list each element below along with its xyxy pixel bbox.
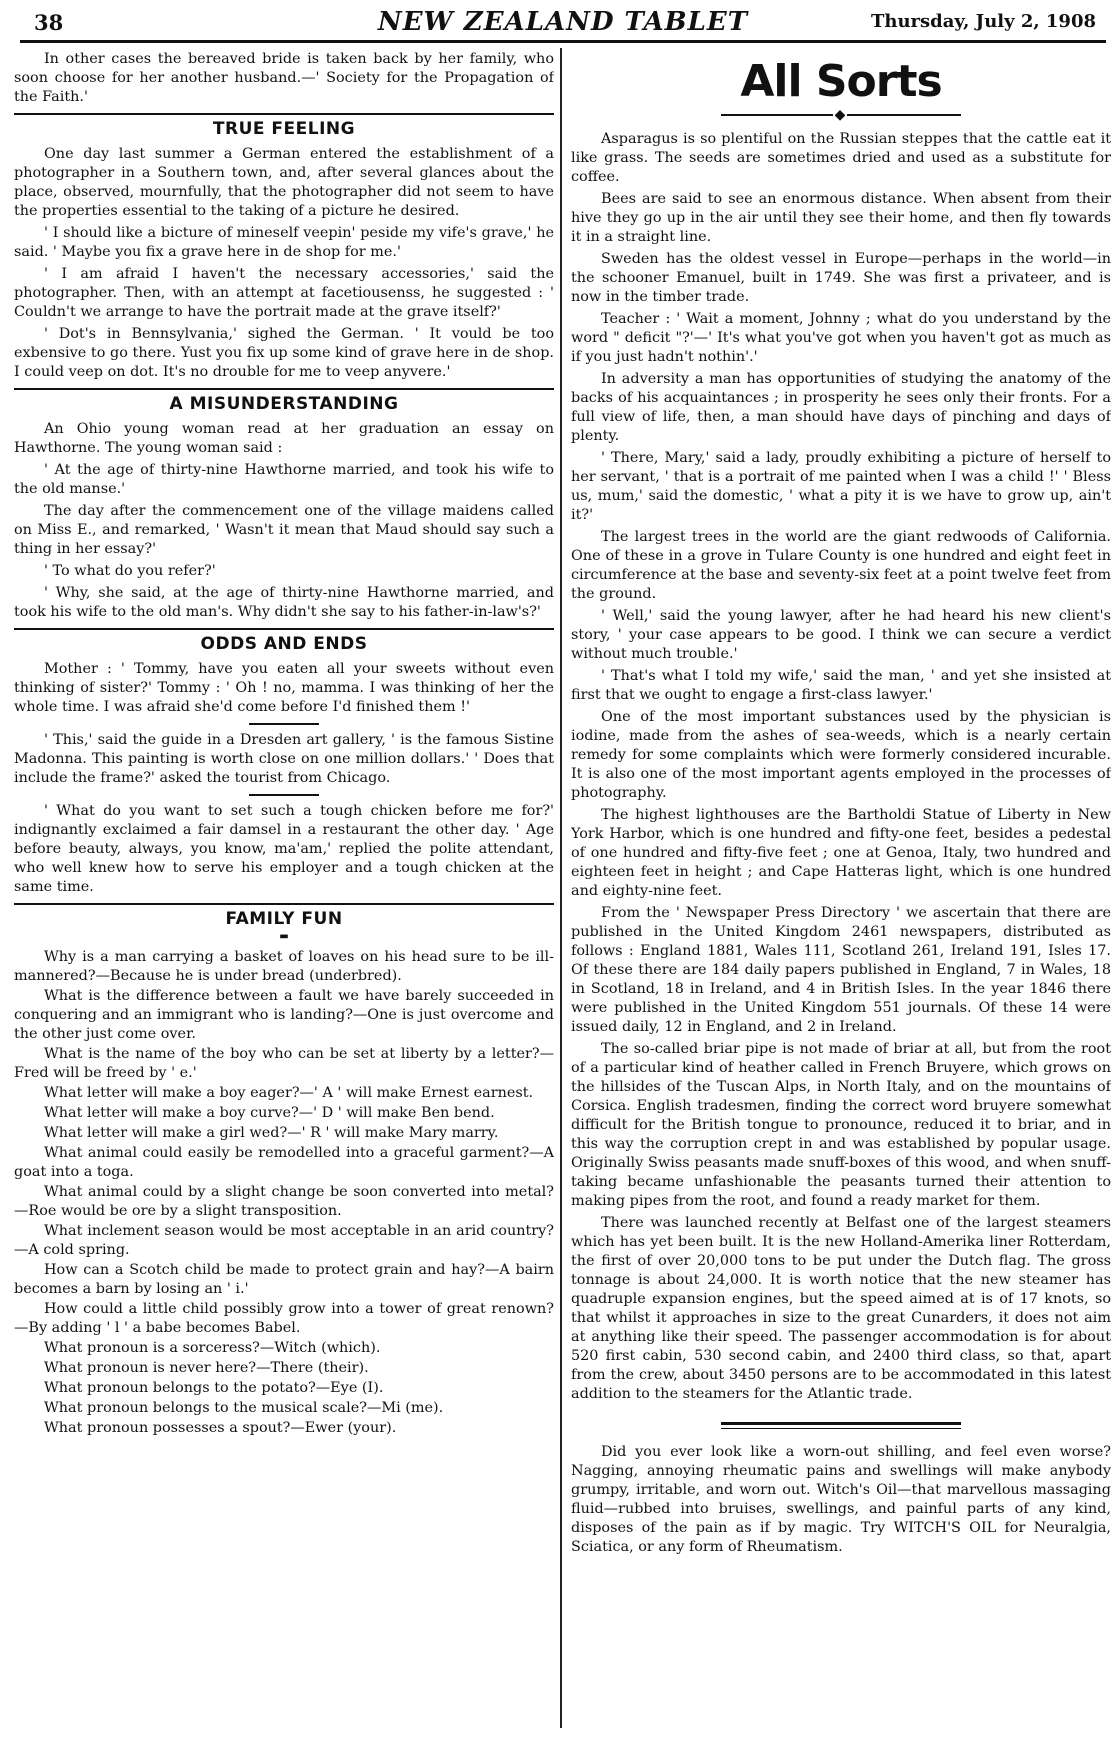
newspaper-title: NEW ZEALAND TABLET [377,7,749,37]
riddle: Why is a man carrying a basket of loaves on his head sure to be ill-mannered?—Because he is under bread (underbred). [14,949,554,984]
masthead [20,4,1106,43]
all-sorts-paragraph: Asparagus is so plentiful on the Russian steppes that the cattle eat it like grass. The seeds are sometimes dried and used as a substitute for coffee. [571,131,1111,185]
riddle: What letter will make a boy curve?—' D ' will make Ben bend. [44,1105,495,1121]
all-sorts-paragraph: From the ' Newspaper Press Directory ' we ascertain that there are published in the United Kingdom 2461 newspapers, distributed as follows : England 1881, Wales 111, Scotland 261, Ireland 191, Isles 17. Of these there are 184 daily papers published in England, 7 in Wales, 18 in Scotland, 18 in Ireland, and 4 in British Isles. In the year 1846 there were published in the United Kingdom 551 journals. Of these 14 were issued daily, 12 in England, and 2 in Ireland. [571,905,1111,1035]
all-sorts-paragraph: There was launched recently at Belfast one of the largest steamers which has yet been built. It is the new Holland-Amerika liner Rotterdam, the first of over 20,000 tons to be put under the Dutch flag. The gross tonnage is about 24,000. It is worth notice that the new steamer has quadruple expansion engines, but the speed aimed at is of 17 knots, so that whilst it approaches in size to the great Cunarders, it does not aim at anything like their speed. The passenger accommodation is for about 520 first cabin, 530 second cabin, and 2400 third class, so that, apart from the crew, about 3450 persons are to be accommodated in this latest addition to the steamers for the Atlantic trade. [571,1215,1111,1402]
misunderstanding-paragraph: ' Why, she said, at the age of thirty-nine Hawthorne married, and took his wife to the old man's. Why didn't she say to his father-in-law's?' [14,585,554,620]
misunderstanding-paragraph: An Ohio young woman read at her graduation an essay on Hawthorne. The young woman said : [14,421,554,456]
ornament-dash: ▬ [279,931,289,942]
all-sorts-paragraph: ' Well,' said the young lawyer, after he had heard his new client's story, ' your case appears to be good. I think we can secure a verdict without much trouble.' [571,608,1111,662]
advert-rule [721,1422,961,1429]
diamond-rule [721,108,961,122]
riddle: What is the name of the boy who can be set at liberty by a letter?—Fred will be freed by ' e.' [14,1046,554,1081]
pronoun-riddle: What pronoun is a sorceress?—Witch (which). [44,1340,381,1356]
riddle: What animal could by a slight change be soon converted into metal?—Roe would be ore by a slight transposition. [14,1184,554,1219]
item-separator [249,794,319,796]
section-title-all-sorts: All Sorts [740,56,942,107]
odds-and-ends-item: ' What do you want to set such a tough chicken before me for?' indignantly exclaimed a fair damsel in a restaurant the other day. ' Age before beauty, always, you know, ma'am,' replied the polite attendant, who well knew how to serve his employer and a tough chicken at the same time. [14,803,554,895]
pronoun-riddle: What pronoun belongs to the potato?—Eye (I). [44,1380,384,1396]
section-title-family-fun: FAMILY FUN [225,909,343,929]
misunderstanding-paragraph: The day after the commencement one of the village maidens called on Miss E., and remarked, ' Wasn't it mean that Maud should say such a thing in her essay?' [14,503,554,557]
section-rule [14,113,554,115]
right-column [571,50,1111,1730]
intro-paragraph: In other cases the bereaved bride is taken back by her family, who soon choose for her another husband.—' Society for the Propagation of the Faith.' [14,51,554,105]
all-sorts-paragraph: ' That's what I told my wife,' said the man, ' and yet she insisted at first that we ought to engage a first-class lawyer.' [571,668,1111,703]
page-number: 38 [34,10,64,35]
column-divider [560,48,562,1728]
all-sorts-paragraph: In adversity a man has opportunities of studying the anatomy of the backs of his acquaintances ; in prosperity he sees only their fronts. For a full view of life, then, a man should have days of pinching and days of plenty. [571,371,1111,444]
true-feeling-paragraph: One day last summer a German entered the establishment of a photographer in a Southern town, and, after several glances about the place, observed, mournfully, that the photographer did not seem to have the properties essential to the taking of a picture he desired. [14,146,554,219]
all-sorts-paragraph: One of the most important substances used by the physician is iodine, made from the ashes of sea-weeds, which is a nearly certain remedy for some complaints which were formerly considered incurable. It is also one of the most important agents employed in the processes of photography. [571,709,1111,801]
odds-and-ends-item: Mother : ' Tommy, have you eaten all your sweets without even thinking of sister?' Tommy : ' Oh ! no, mamma. I was thinking of her the whole time. I was afraid she'd come before I'd finished them !' [14,661,554,715]
riddle: What animal could easily be remodelled into a graceful garment?—A goat into a toga. [14,1145,554,1180]
misunderstanding-paragraph: ' At the age of thirty-nine Hawthorne married, and took his wife to the old manse.' [14,462,554,497]
section-title-true-feeling: TRUE FEELING [212,119,356,139]
pronoun-riddle: What pronoun possesses a spout?—Ewer (your). [44,1420,397,1436]
witchs-oil-advert: Did you ever look like a worn-out shilling, and feel even worse? Nagging, annoying rheumatic pains and swellings will make anybody grumpy, irritable, and worn out. Witch's Oil—that marvellous massaging fluid—rubbed into bruises, swellings, and painful parts of any kind, disposes of the pain as if by magic. Try WITCH'S OIL for Neuralgia, Sciatica, or any form of Rheumatism. [571,1444,1111,1555]
section-rule [14,388,554,390]
section-rule [14,628,554,630]
true-feeling-paragraph: ' I should like a bicture of mineself veepin' peside my vife's grave,' he said. ' Maybe you fix a grave here in de shop for me.' [14,225,554,260]
section-rule [14,903,554,905]
all-sorts-paragraph: The highest lighthouses are the Bartholdi Statue of Liberty in New York Harbor, which is one hundred and fifty-one feet, besides a pedestal of one hundred and fifty-five feet ; one at Genoa, Italy, two hundred and eighteen feet in height ; and Cape Hatteras light, which is one hundred and eighty-nine feet. [571,807,1111,899]
riddle: What is the difference between a fault we have barely succeeded in conquering and an immigrant who is landing?—One is just overcome and the other just come over. [14,988,554,1042]
all-sorts-paragraph: Teacher : ' Wait a moment, Johnny ; what do you understand by the word " deficit "?'—' It's what you've got when you haven't got as much as if you just hadn't nothin'.' [571,311,1111,365]
left-column [14,50,554,1730]
true-feeling-paragraph: ' Dot's in Bennsylvania,' sighed the German. ' It vould be too exbensive to go there. Yust you fix up some kind of grave here in de shop. I could veep on dot. It's no drouble for me to veep anyvere.' [14,326,554,380]
section-title-odds-and-ends: ODDS AND ENDS [200,634,368,654]
misunderstanding-paragraph: ' To what do you refer?' [44,563,216,579]
odds-and-ends-item: ' This,' said the guide in a Dresden art gallery, ' is the famous Sistine Madonna. This painting is worth close on one million dollars.' ' Does that include the frame?' asked the tourist from Chicago. [14,732,554,786]
pronoun-riddle: What pronoun is never here?—There (their). [44,1360,369,1376]
section-title-misunderstanding: A MISUNDERSTANDING [169,394,399,414]
item-separator [249,723,319,725]
all-sorts-paragraph: ' There, Mary,' said a lady, proudly exhibiting a picture of herself to her servant, ' that is a portrait of me painted when I was a child !' ' Bless us, mum,' said the domestic, ' what a pity it is we have to grow up, ain't it?' [571,450,1111,523]
riddle: What letter will make a boy eager?—' A ' will make Ernest earnest. [44,1085,534,1101]
true-feeling-paragraph: ' I am afraid I haven't the necessary accessories,' said the photographer. Then, with an attempt at facetiousenss, he suggested : ' Couldn't we arrange to have the portrait made at the grave itself?' [14,266,554,320]
riddle: How can a Scotch child be made to protect grain and hay?—A bairn becomes a barn by losing an ' i.' [14,1262,554,1297]
all-sorts-paragraph: Bees are said to see an enormous distance. When absent from their hive they go up in the air until they see their home, and then fly towards it in a straight line. [571,191,1111,245]
all-sorts-paragraph: Sweden has the oldest vessel in Europe—perhaps in the world—in the schooner Emanuel, built in 1749. She was first a privateer, and is now in the timber trade. [571,251,1111,305]
diamond-icon: ◆ [834,107,846,123]
riddle: How could a little child possibly grow into a tower of great renown?—By adding ' l ' a babe becomes Babel. [14,1301,554,1336]
riddle: What inclement season would be most acceptable in an arid country?—A cold spring. [14,1223,554,1258]
all-sorts-paragraph: The so-called briar pipe is not made of briar at all, but from the root of a particular kind of heather called in French Bruyere, which grows on the hillsides of the Tuscan Alps, in North Italy, and on the mountains of Corsica. English tradesmen, finding the correct word bruyere somewhat difficult for the British tongue to pronounce, reduced it to briar, and in this way the corruption crept in and was established by popular usage. Originally Swiss peasants made snuff-boxes of this wood, and when snuff-taking became unfashionable the peasants turned their attention to making pipes from the root, and found a ready market for them. [571,1041,1111,1209]
all-sorts-paragraph: The largest trees in the world are the giant redwoods of California. One of these in a grove in Tulare County is one hundred and eight feet in circumference at the base and seventy-six feet at a point twelve feet from the ground. [571,529,1111,602]
issue-date: Thursday, July 2, 1908 [870,11,1096,32]
pronoun-riddle: What pronoun belongs to the musical scale?—Mi (me). [44,1400,444,1416]
riddle: What letter will make a girl wed?—' R ' will make Mary marry. [44,1125,499,1141]
